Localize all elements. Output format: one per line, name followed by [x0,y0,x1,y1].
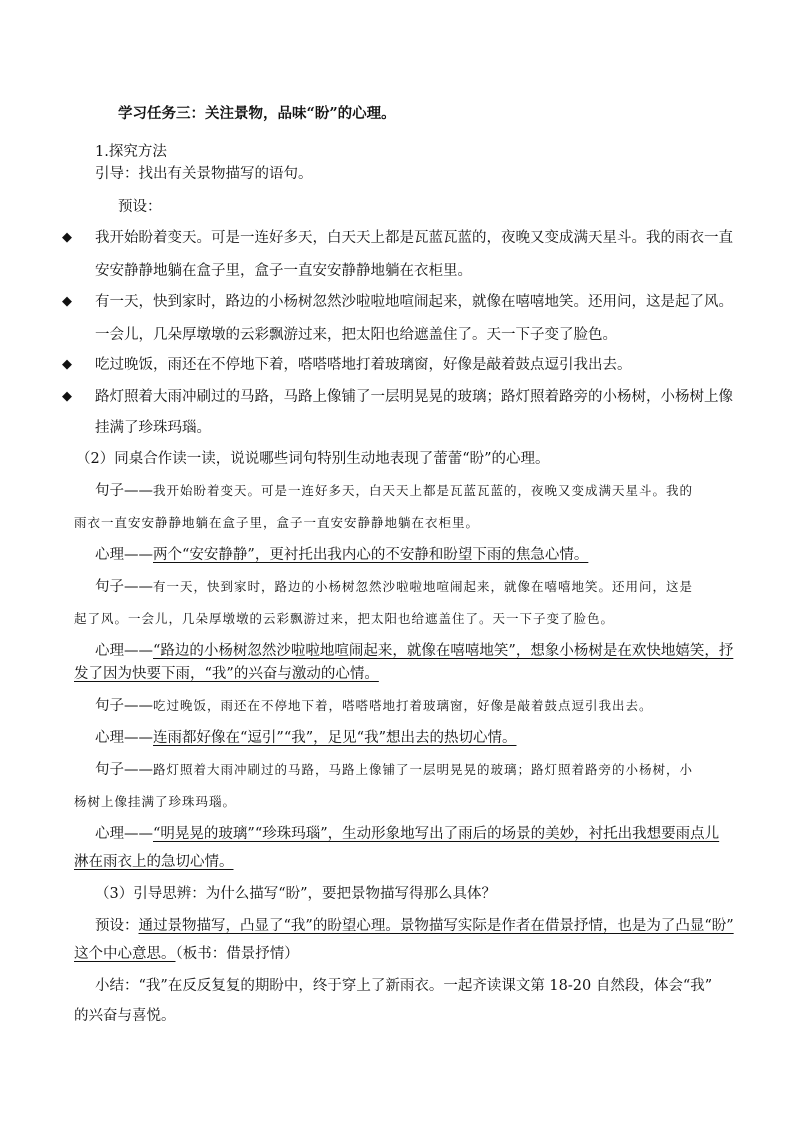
sentence-line [95,761,693,779]
mind-prefix: 心理—— [95,730,153,746]
summary-line: 小结：“我”在反反复复的期盼中，终于穿上了新雨衣。一起齐读课文第 18-20 自然段，体会“我” [95,978,713,994]
bullet-icon: ◆ [62,389,72,404]
sentence-text: 起了风。一会儿，几朵厚墩墩的云彩飘游过来，把太阳也给遮盖住了。天一下子变了脸色。 [74,611,615,626]
summary-line: 的兴奋与喜悦。 [74,1008,176,1024]
q3-preset-text: 通过景物描写，凸显了“我”的盼望心理。景物描写实际是作者在借景抒情，也是为了凸显“盼” [138,918,734,934]
method-heading: 1.探究方法 [95,144,167,160]
sentence-prefix: 句子—— [95,579,153,595]
task-title: 学习任务三：关注景物，品味“盼”的心理。 [118,105,396,122]
bullet-icon: ◆ [62,294,72,309]
bullet-line: 吃过晚饭，雨还在不停地下着，嗒嗒嗒地打着玻璃窗，好像是敲着鼓点逗引我出去。 [95,357,632,373]
mind-line [95,642,733,660]
mind-text: “明晃晃的玻璃”“珍珠玛瑙”，生动形象地写出了雨后的场景的美妙，衬托出我想要雨点儿 [153,826,720,842]
mind-line [95,825,719,843]
q3-preset-prefix: 预设： [95,918,139,934]
question-2: （2）同桌合作读一读，说说哪些词句特别生动地表现了蕾蕾“盼”的心理。 [76,451,550,467]
board-note: （板书：借景抒情） [175,946,299,962]
sentence-prefix: 句子—— [95,483,153,499]
bullet-icon: ◆ [62,230,72,245]
bullet-line: 我开始盼着变天。可是一连好多天，白天天上都是瓦蓝瓦蓝的，夜晚又变成满天星斗。我的雨衣一直 [95,230,733,246]
preset-label: 预设： [118,199,162,215]
mind-text: 两个“安安静静”，更衬托出我内心的不安静和盼望下雨的焦急心情。 [153,547,589,563]
sentence-prefix: 句子—— [95,762,153,778]
sentence-text: 雨衣一直安安静静地躺在盒子里，盒子一直安安静静地躺在衣柜里。 [74,515,480,530]
question-3: （3）引导思辨：为什么描写“盼”，要把景物描写得那么具体？ [95,886,497,902]
mind-prefix: 心理—— [95,547,153,563]
q3-preset-text: 这个中心意思。 [74,946,176,962]
sentence-prefix: 句子—— [95,698,153,714]
mind-line [95,546,588,564]
sentence-line [95,578,693,596]
bullet-icon: ◆ [62,357,72,372]
mind-text: 连雨都好像在“逗引”“我”，足见“我”想出去的热切心情。 [153,730,517,746]
mind-text: 发了因为快要下雨，“我”的兴奋与激动的心情。 [74,666,379,682]
sentence-line [95,697,653,715]
bullet-line: 路灯照着大雨冲刷过的马路，马路上像铺了一层明晃晃的玻璃；路灯照着路旁的小杨树，小杨树上像 [95,389,733,405]
mind-line [95,729,516,747]
bullet-line: 有一天，快到家时，路边的小杨树忽然沙啦啦地喧闹起来，就像在嘻嘻地笑。还用问，这是起了风。 [95,294,733,310]
sentence-text: 路灯照着大雨冲刷过的马路，马路上像铺了一层明晃晃的玻璃；路灯照着路旁的小杨树，小 [153,762,694,777]
mind-text: 淋在雨衣上的急切心情。 [74,854,234,870]
bullet-line: 一会儿，几朵厚墩墩的云彩飘游过来，把太阳也给遮盖住了。天一下子变了脸色。 [95,327,617,343]
q3-preset-line [95,917,734,935]
bullet-line: 挂满了珍珠玛瑙。 [95,420,211,436]
bullet-line: 安安静静地躺在盒子里，盒子一直安安静静地躺在衣柜里。 [95,263,472,279]
sentence-text: 有一天，快到家时，路边的小杨树忽然沙啦啦地喧闹起来，就像在嘻嘻地笑。还用问，这是 [153,579,694,594]
mind-prefix: 心理—— [95,643,153,659]
sentence-line [95,482,693,500]
mind-text: “路边的小杨树忽然沙啦啦地喧闹起来，就像在嘻嘻地笑”，想象小杨树是在欢快地嬉笑，抒 [153,643,734,659]
sentence-text: 杨树上像挂满了珍珠玛瑙。 [74,794,237,809]
sentence-text: 我开始盼着变天。可是一连好多天，白天天上都是瓦蓝瓦蓝的，夜晚又变成满天星斗。我的 [153,483,694,498]
sentence-text: 吃过晚饭，雨还在不停地下着，嗒嗒嗒地打着玻璃窗，好像是敲着鼓点逗引我出去。 [153,698,653,713]
guide-text: 引导：找出有关景物描写的语句。 [95,166,313,182]
mind-prefix: 心理—— [95,826,153,842]
q3-preset-line [74,945,299,963]
